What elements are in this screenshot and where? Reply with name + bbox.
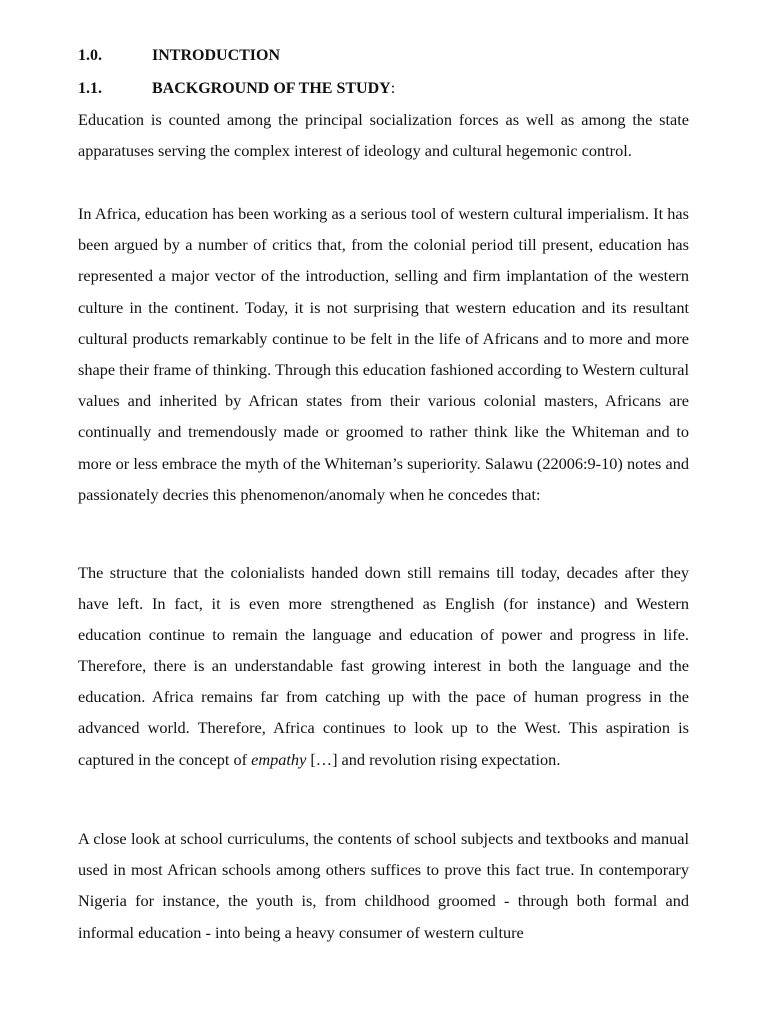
paragraph-education-definition — [78, 104, 689, 166]
section-number: 1.0. — [78, 47, 102, 64]
subsection-title: BACKGROUND OF THE STUDY — [152, 80, 391, 97]
paragraph-school-curriculums — [78, 823, 689, 948]
quote-text-end: […] and revolution rising expectation. — [306, 749, 561, 769]
quote-text-start: The structure that the colonialists handed down still remains till today, decades after they have left. In fact, it is even more strengthened as English (for instance) and Western education continue to remain the language and education of power and progress in life. Therefore, there is an understandable fast growing interest in both the language and the education. Africa remains far from catching up with the pace of human progress in the advanced world. Therefore, Africa continues to look up to the West. This aspiration is captured in the concept of — [78, 563, 689, 769]
quote-text — [78, 557, 689, 775]
paragraph-africa-imperialism — [78, 198, 689, 510]
section-heading-introduction — [78, 46, 280, 66]
quote-emphasis: empathy — [251, 749, 307, 769]
paragraph-text: A close look at school curriculums, the contents of school subjects and textbooks and manual used in most African schools among others suffices to prove this fact true. In contemporary Nigeria for instance, the youth is, from childhood groomed - through both formal and informal education - into being a heavy consumer of western culture — [78, 829, 689, 942]
subsection-title-colon: : — [390, 80, 396, 97]
paragraph-text: In Africa, education has been working as a serious tool of western cultural imperialism. It has been argued by a number of critics that, from the colonial period till present, education has represented a major vector of the introduction, selling and firm implantation of the western culture in the continent. Today, it is not surprising that western education and its resultant cultural products remarkably continue to be felt in the life of Africans and to more and more shape their frame of thinking. Through this education fashioned according to Western cultural values and inherited by African states from their various colonial masters, Africans are continually and tremendously made or groomed to rather think like the Whiteman and to more or less embrace the myth of the Whiteman’s superiority. Salawu (22006:9-10) notes and passionately decries this phenomenon/anomaly when he concedes that: — [78, 204, 689, 504]
paragraph-text: Education is counted among the principal socialization forces as well as among the state apparatuses serving the complex interest of ideology and cultural hegemonic control. — [78, 110, 689, 161]
document-page — [78, 0, 689, 1024]
subsection-heading-background — [78, 79, 395, 99]
block-quote-salawu — [78, 557, 689, 775]
section-title: INTRODUCTION — [152, 47, 281, 64]
subsection-number: 1.1. — [78, 80, 102, 97]
